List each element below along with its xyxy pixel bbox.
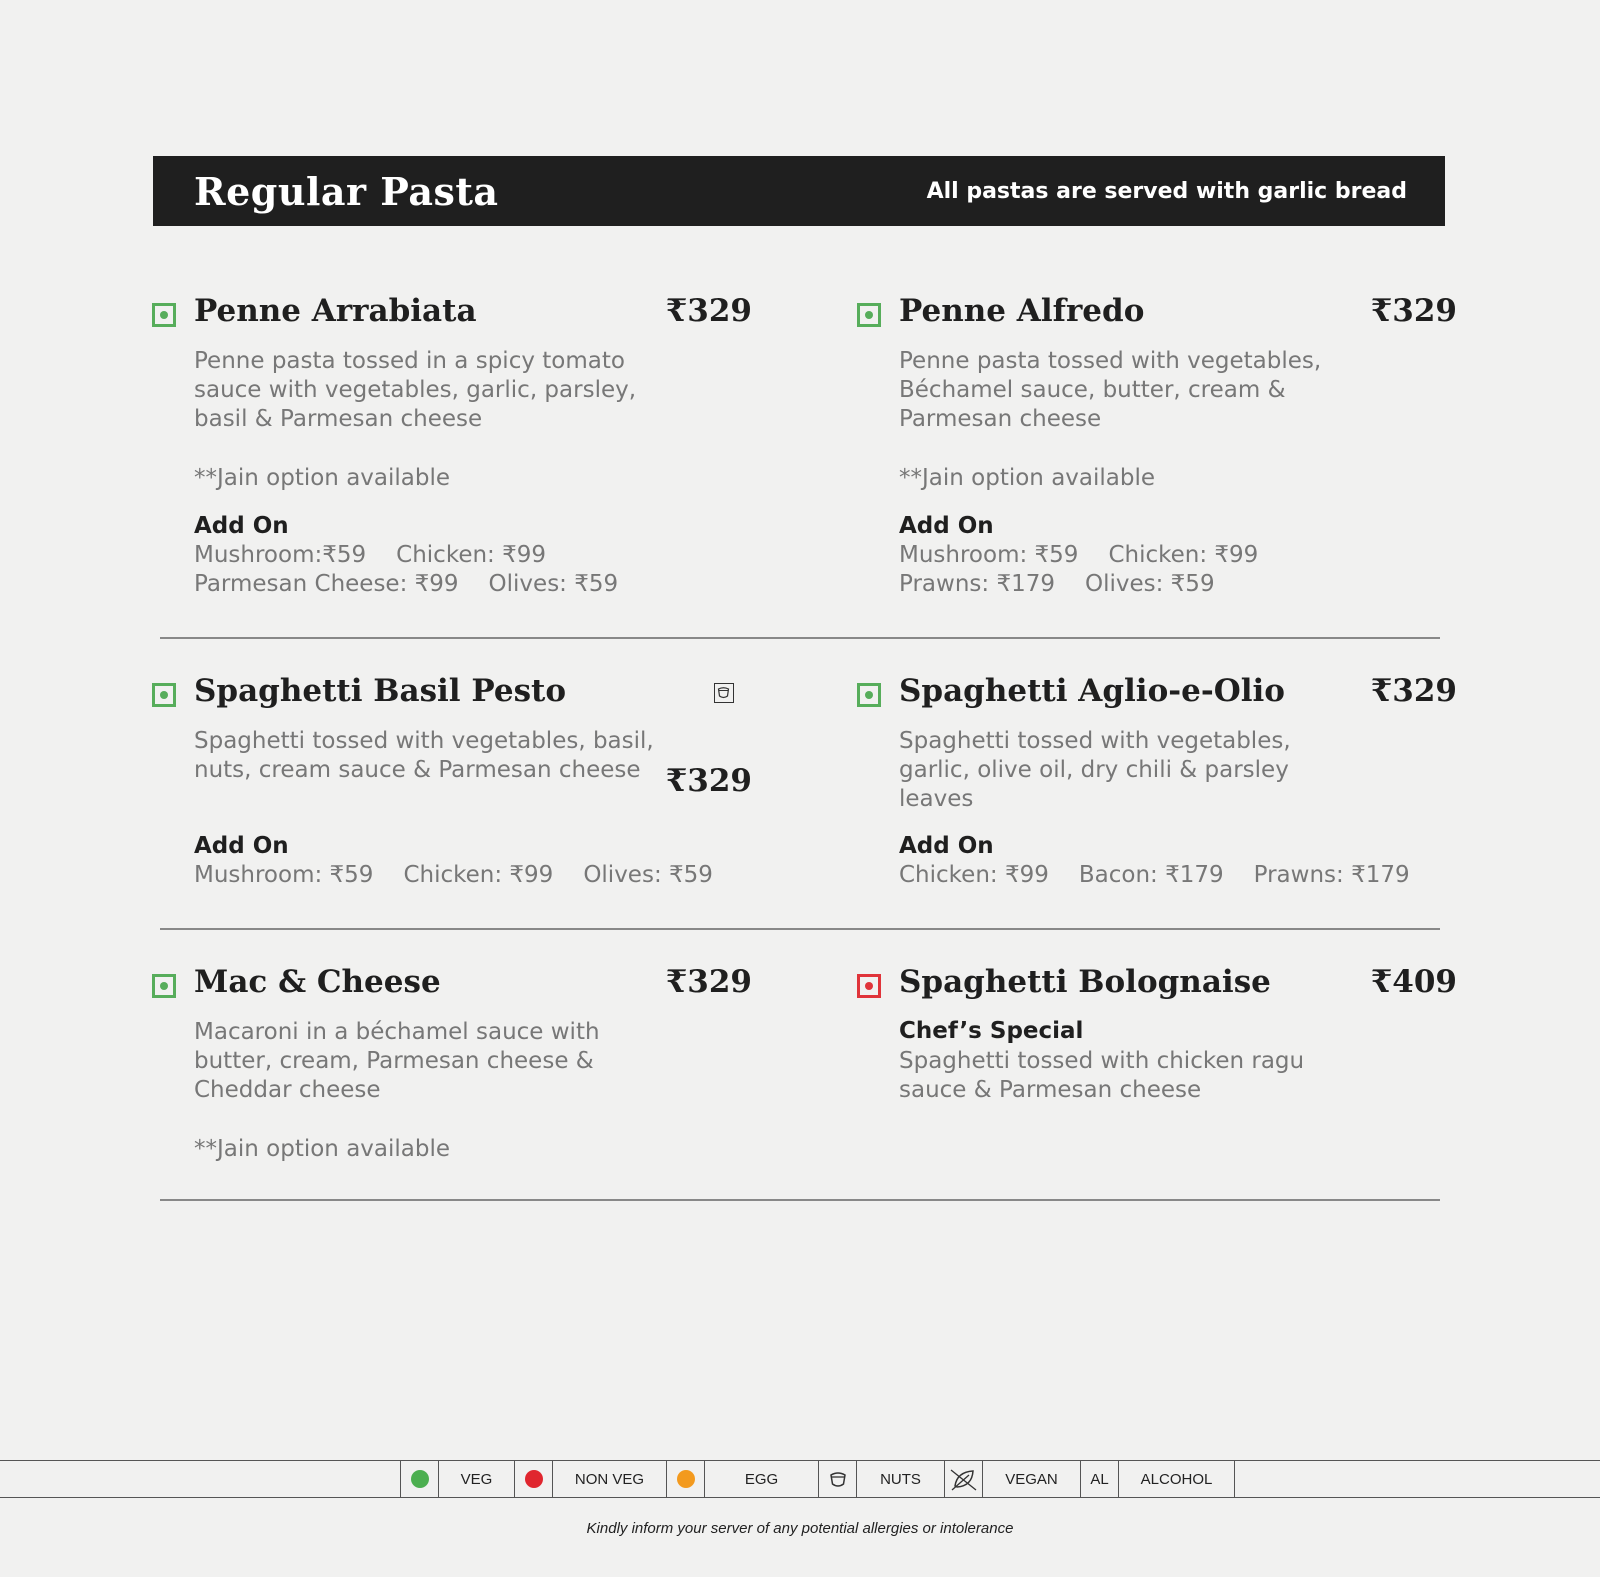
item-price: ₹329 xyxy=(665,293,752,329)
legend-nuts-label: NUTS xyxy=(857,1460,945,1498)
section-title: Regular Pasta xyxy=(194,168,499,214)
item-name: Mac & Cheese xyxy=(194,964,441,1000)
item-description: Spaghetti tossed with vegetables, garlic, olive oil, dry chili & parsley leaves xyxy=(899,728,1291,812)
jain-note: **Jain option available xyxy=(194,465,451,491)
section-note: All pastas are served with garlic bread xyxy=(926,178,1407,204)
dietary-legend xyxy=(0,1460,1600,1498)
addon-option: Olives: ₹59 xyxy=(1084,571,1215,597)
addon-title: Add On xyxy=(899,833,994,859)
non-veg-icon xyxy=(857,974,881,998)
vegan-leaf-icon xyxy=(949,1466,979,1492)
addon-option: Prawns: ₹179 xyxy=(899,571,1055,597)
item-price: ₹329 xyxy=(1370,673,1457,709)
addon-option: Mushroom: ₹59 xyxy=(194,862,374,888)
legend-row xyxy=(400,1460,1235,1498)
section-header xyxy=(153,156,1445,226)
menu-item-spaghetti-basil-pesto xyxy=(152,673,752,897)
chefs-special-label: Chef’s Special xyxy=(899,1018,1084,1044)
non-veg-dot-icon xyxy=(525,1470,543,1488)
legend-alcohol-label: ALCOHOL xyxy=(1119,1460,1235,1498)
addon-option: Chicken: ₹99 xyxy=(1108,542,1259,568)
egg-dot-icon xyxy=(677,1470,695,1488)
addon-option: Mushroom: ₹59 xyxy=(899,542,1079,568)
veg-icon xyxy=(857,683,881,707)
veg-dot-icon xyxy=(411,1470,429,1488)
item-name: Penne Alfredo xyxy=(899,293,1145,329)
addon-line xyxy=(194,542,576,568)
addon-option: Parmesan Cheese: ₹99 xyxy=(194,571,459,597)
addon-line xyxy=(194,571,648,597)
legend-vegan-swatch xyxy=(945,1460,983,1498)
legend-veg-swatch xyxy=(401,1460,439,1498)
item-description: Macaroni in a béchamel sauce with butter, cream, Parmesan cheese & Cheddar cheese xyxy=(194,1019,600,1103)
addon-line xyxy=(899,542,1288,568)
addon-option: Mushroom:₹59 xyxy=(194,542,367,568)
addon-option: Bacon: ₹179 xyxy=(1078,862,1224,888)
jain-note: **Jain option available xyxy=(899,465,1156,491)
item-description: Spaghetti tossed with chicken ragu sauce & Parmesan cheese xyxy=(899,1048,1305,1103)
addon-line xyxy=(899,862,1440,888)
divider xyxy=(160,928,1440,930)
nuts-icon xyxy=(714,683,734,703)
addon-line xyxy=(194,862,743,888)
item-name: Penne Arrabiata xyxy=(194,293,477,329)
item-price: ₹329 xyxy=(665,763,752,799)
legend-veg-label: VEG xyxy=(439,1460,515,1498)
addon-title: Add On xyxy=(899,513,994,539)
legend-egg-label: EGG xyxy=(705,1460,819,1498)
veg-icon xyxy=(857,303,881,327)
legend-non-veg-swatch xyxy=(515,1460,553,1498)
legend-alcohol-swatch: AL xyxy=(1081,1460,1119,1498)
divider xyxy=(160,637,1440,639)
legend-non-veg-label: NON VEG xyxy=(553,1460,667,1498)
item-price: ₹409 xyxy=(1370,964,1457,1000)
item-name: Spaghetti Basil Pesto xyxy=(194,673,567,709)
divider xyxy=(160,1199,1440,1201)
addon-option: Prawns: ₹179 xyxy=(1253,862,1410,888)
addon-title: Add On xyxy=(194,833,289,859)
menu-item-penne-alfredo xyxy=(857,293,1457,617)
menu-item-spaghetti-aglio-e-olio xyxy=(857,673,1457,897)
menu-item-spaghetti-bolognaise xyxy=(857,964,1457,1168)
item-price: ₹329 xyxy=(665,964,752,1000)
addon-option: Olives: ₹59 xyxy=(488,571,619,597)
addon-option: Chicken: ₹99 xyxy=(396,542,546,568)
legend-vegan-label: VEGAN xyxy=(983,1460,1081,1498)
allergy-note: Kindly inform your server of any potential allergies or intolerance xyxy=(586,1520,1014,1537)
legend-nuts-swatch xyxy=(819,1460,857,1498)
item-description: Spaghetti tossed with vegetables, basil, nuts, cream sauce & Parmesan cheese xyxy=(194,728,654,783)
item-name: Spaghetti Bolognaise xyxy=(899,964,1271,1000)
addon-option: Chicken: ₹99 xyxy=(403,862,554,888)
item-name: Spaghetti Aglio-e-Olio xyxy=(899,673,1285,709)
menu-item-penne-arrabiata xyxy=(152,293,752,617)
veg-icon xyxy=(152,303,176,327)
item-description: Penne pasta tossed in a spicy tomato sauce with vegetables, garlic, parsley, basil & Parmesan cheese xyxy=(194,348,637,432)
addon-line xyxy=(899,571,1245,597)
jain-note: **Jain option available xyxy=(194,1136,451,1162)
addon-option: Chicken: ₹99 xyxy=(899,862,1049,888)
veg-icon xyxy=(152,974,176,998)
nuts-icon xyxy=(827,1468,849,1490)
item-description: Penne pasta tossed with vegetables, Béchamel sauce, butter, cream & Parmesan cheese xyxy=(899,348,1322,432)
legend-egg-swatch xyxy=(667,1460,705,1498)
addon-option: Olives: ₹59 xyxy=(583,862,713,888)
veg-icon xyxy=(152,683,176,707)
item-price: ₹329 xyxy=(1370,293,1457,329)
addon-title: Add On xyxy=(194,513,289,539)
menu-item-mac-and-cheese xyxy=(152,964,752,1168)
